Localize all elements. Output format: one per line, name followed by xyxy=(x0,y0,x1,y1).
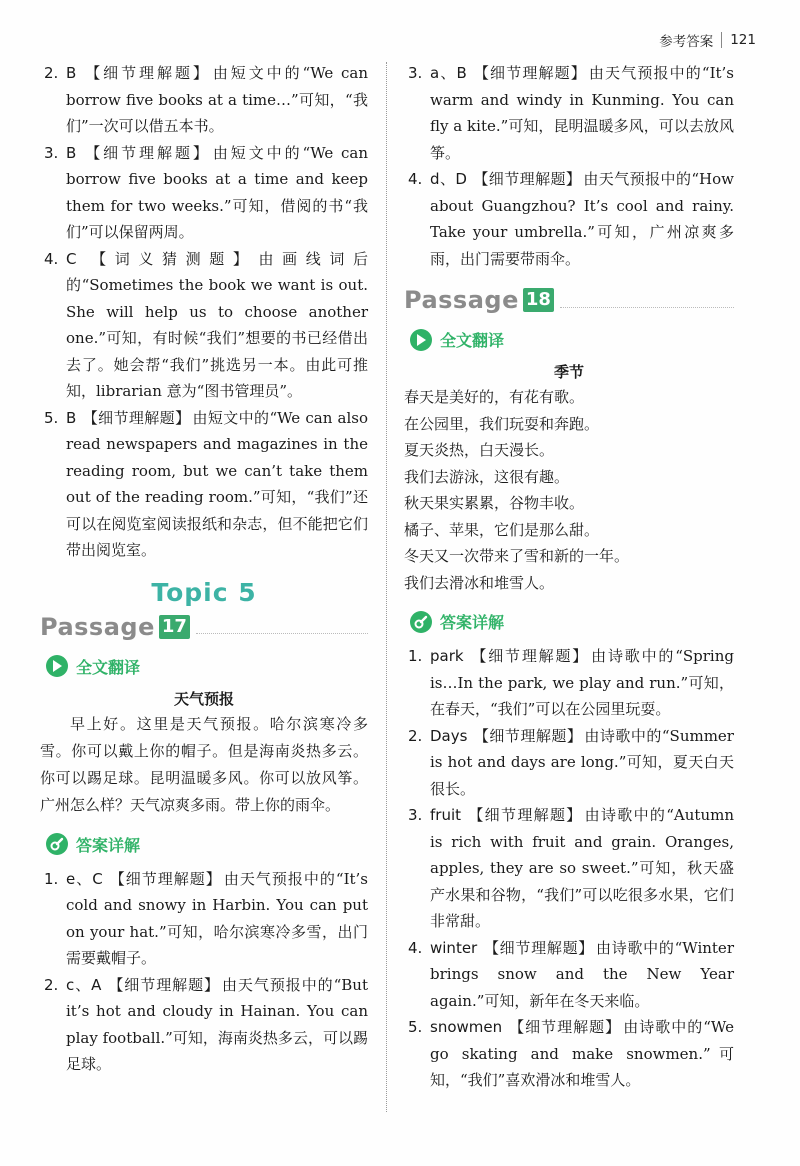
question-type: 【细节理解题】 xyxy=(472,64,587,82)
question-type: 【细节理解题】 xyxy=(483,938,595,957)
translation-section-heading xyxy=(40,655,368,678)
answer-key: B xyxy=(66,143,77,162)
answer-number: 2. xyxy=(44,975,59,994)
answer-explanation: 由天气预报中的“It’s cold and snowy in Harbin. You can put on your hat.”可知，哈尔滨寒冷多雪，出门需要戴帽子。 xyxy=(66,869,368,967)
answer-item xyxy=(404,1014,734,1094)
passage-number: 18 xyxy=(523,288,554,312)
answer-item xyxy=(404,935,734,1015)
passage-number: 17 xyxy=(159,615,190,639)
page-header xyxy=(659,30,756,50)
answer-list xyxy=(404,643,734,1094)
answer-number: 4. xyxy=(408,170,423,188)
answer-item xyxy=(404,723,734,803)
passage-label: Passage xyxy=(40,612,155,641)
question-type: 【细节理解题】 xyxy=(508,1018,622,1036)
question-type: 【细节理解题】 xyxy=(108,869,222,888)
answer-number: 3. xyxy=(408,806,423,824)
translation-text: 早上好。这里是天气预报。哈尔滨寒冷多雪。你可以戴上你的帽子。但是海南炎热多云。你可以踢足球。昆明温暖多风。你可以放风筝。广州怎么样？天气凉爽多雨。带上你的雨伞。 xyxy=(40,714,368,814)
poem-line: 冬天又一次带来了雪和新的一年。 xyxy=(404,547,630,565)
answer-key: d、D xyxy=(430,170,467,188)
passage-heading xyxy=(40,613,368,641)
answer-number: 4. xyxy=(408,938,423,957)
answer-explanation: 由短文中的“We can also read newspapers and magazines in the reading room, but we can’t take them out of the reading room.”可知，“我们”还可以在阅览室阅读报纸和杂志，但不能把它们带出阅览室。 xyxy=(66,408,368,559)
section-label: 答案详解 xyxy=(76,835,141,855)
answer-number: 1. xyxy=(44,869,59,888)
answer-explanation: 由短文中的“We can borrow five books at a time and keep them for two weeks.”可知，借阅的书“我们”可以保留两周。 xyxy=(66,143,368,241)
answer-explanation: 由诗歌中的“Autumn is rich with fruit and grain. Oranges, apples, they are so sweet.”可知，秋天盛产水果和谷物，“我们”可以吃很多水果，它们非常甜。 xyxy=(430,806,734,930)
dotted-rule xyxy=(196,619,368,634)
answer-item xyxy=(40,60,368,140)
answer-explanation: 由诗歌中的“Spring is…In the park, we play and run.”可知，在春天，“我们”可以在公园里玩耍。 xyxy=(430,647,734,718)
answer-number: 5. xyxy=(408,1018,423,1036)
answer-item xyxy=(40,405,368,564)
answer-key: c、A xyxy=(66,975,102,994)
answer-explanation: 由天气预报中的“How about Guangzhou? It’s cool and rainy. Take your umbrella.”可知，广州凉爽多雨，出门需要带雨伞。 xyxy=(430,170,734,268)
answer-explanation: 由短文中的“We can borrow five books at a time…”可知，“我们”一次可以借五本书。 xyxy=(66,64,368,135)
answer-list xyxy=(40,60,368,564)
question-type: 【细节理解题】 xyxy=(472,170,582,188)
answer-key: C xyxy=(66,249,77,268)
answer-key: a、B xyxy=(430,64,467,82)
column-divider xyxy=(386,62,387,1112)
passage-heading xyxy=(404,286,734,314)
answer-explanation: 由诗歌中的“Winter brings snow and the New Year again.”可知，新年在冬天来临。 xyxy=(430,938,734,1010)
answer-item xyxy=(40,972,368,1078)
question-type: 【细节理解题】 xyxy=(469,647,590,665)
answer-number: 2. xyxy=(408,726,423,745)
answer-number: 3. xyxy=(408,64,423,82)
answer-key: snowmen xyxy=(430,1018,503,1036)
answer-item xyxy=(404,166,734,272)
answer-item xyxy=(40,866,368,972)
answer-number: 1. xyxy=(408,647,423,665)
translation-title: 天气预报 xyxy=(173,689,234,708)
answer-number: 5. xyxy=(44,408,59,427)
answer-icon xyxy=(410,611,432,633)
question-type: 【细节理解题】 xyxy=(473,726,583,745)
question-type: 【细节理解题】 xyxy=(467,806,583,824)
question-type: 【细节理解题】 xyxy=(82,64,211,82)
answer-key: winter xyxy=(430,938,478,957)
poem-line: 我们去游泳，这很有趣。 xyxy=(404,467,570,486)
page-number: 121 xyxy=(730,32,756,48)
answer-explanation: 由画线词后的“Sometimes the book we want is out. She will help us to choose another one.”可知，有时候“我们”想要的书已经借出去了。她会帮“我们”挑选另一本。由此可推知，librarian 意为“图书管理员”。 xyxy=(66,249,368,400)
answers-section-heading xyxy=(404,610,734,633)
answer-item xyxy=(404,60,734,166)
answers-section-heading xyxy=(40,833,368,856)
question-type: 【细节理解题】 xyxy=(107,975,220,994)
poem-line: 我们去滑冰和堆雪人。 xyxy=(404,573,555,592)
play-icon xyxy=(46,655,68,677)
answer-key: Days xyxy=(430,726,468,745)
header-separator xyxy=(721,32,722,48)
question-type: 【细节理解题】 xyxy=(82,408,191,427)
answer-explanation: 由诗歌中的“We go skating and make snowmen.”可知，“我们”喜欢滑冰和堆雪人。 xyxy=(430,1018,734,1089)
translation-section-heading xyxy=(404,328,734,351)
section-label: 答案详解 xyxy=(440,613,505,632)
right-column xyxy=(404,60,734,1094)
poem-line: 春天是美好的，有花有歌。 xyxy=(404,388,585,406)
poem-line: 橘子、苹果，它们是那么甜。 xyxy=(404,520,600,539)
topic-heading: Topic 5 xyxy=(151,577,257,607)
answer-key: e、C xyxy=(66,869,103,888)
answer-list xyxy=(40,866,368,1078)
answer-key: fruit xyxy=(430,806,462,824)
answer-icon xyxy=(46,833,68,855)
answer-item xyxy=(40,246,368,405)
section-label: 全文翻译 xyxy=(76,657,141,677)
answer-item xyxy=(40,140,368,246)
dotted-rule xyxy=(560,293,734,308)
answer-explanation: 由天气预报中的“It’s warm and windy in Kunming. You can fly a kite.”可知，昆明温暖多风，可以去放风筝。 xyxy=(430,64,734,162)
header-label: 参考答案 xyxy=(659,34,714,50)
question-type: 【词义猜测题】 xyxy=(82,249,257,268)
section-label: 全文翻译 xyxy=(440,331,505,350)
passage-label: Passage xyxy=(404,286,519,314)
answer-explanation: 由天气预报中的“But it’s hot and cloudy in Hainan. You can play football.”可知，海南炎热多云，可以踢足球。 xyxy=(66,975,368,1073)
answer-number: 4. xyxy=(44,249,59,268)
question-type: 【细节理解题】 xyxy=(82,143,211,162)
play-icon xyxy=(410,329,432,351)
answer-explanation: 由诗歌中的“Summer is hot and days are long.”可知，夏天白天很长。 xyxy=(430,726,734,798)
translation-title: 季节 xyxy=(553,363,584,381)
poem-line: 在公园里，我们玩耍和奔跑。 xyxy=(404,414,600,433)
answer-item xyxy=(404,802,734,935)
answer-key: B xyxy=(66,64,77,82)
answer-item xyxy=(404,643,734,723)
answer-list xyxy=(404,60,734,272)
poem-line: 夏天炎热，白天漫长。 xyxy=(404,441,555,459)
answer-number: 3. xyxy=(44,143,59,162)
left-column xyxy=(40,60,368,1078)
answer-key: B xyxy=(66,408,77,427)
answer-key: park xyxy=(430,647,464,665)
poem-translation xyxy=(404,384,734,596)
poem-line: 秋天果实累累，谷物丰收。 xyxy=(404,494,585,512)
answer-number: 2. xyxy=(44,64,59,82)
